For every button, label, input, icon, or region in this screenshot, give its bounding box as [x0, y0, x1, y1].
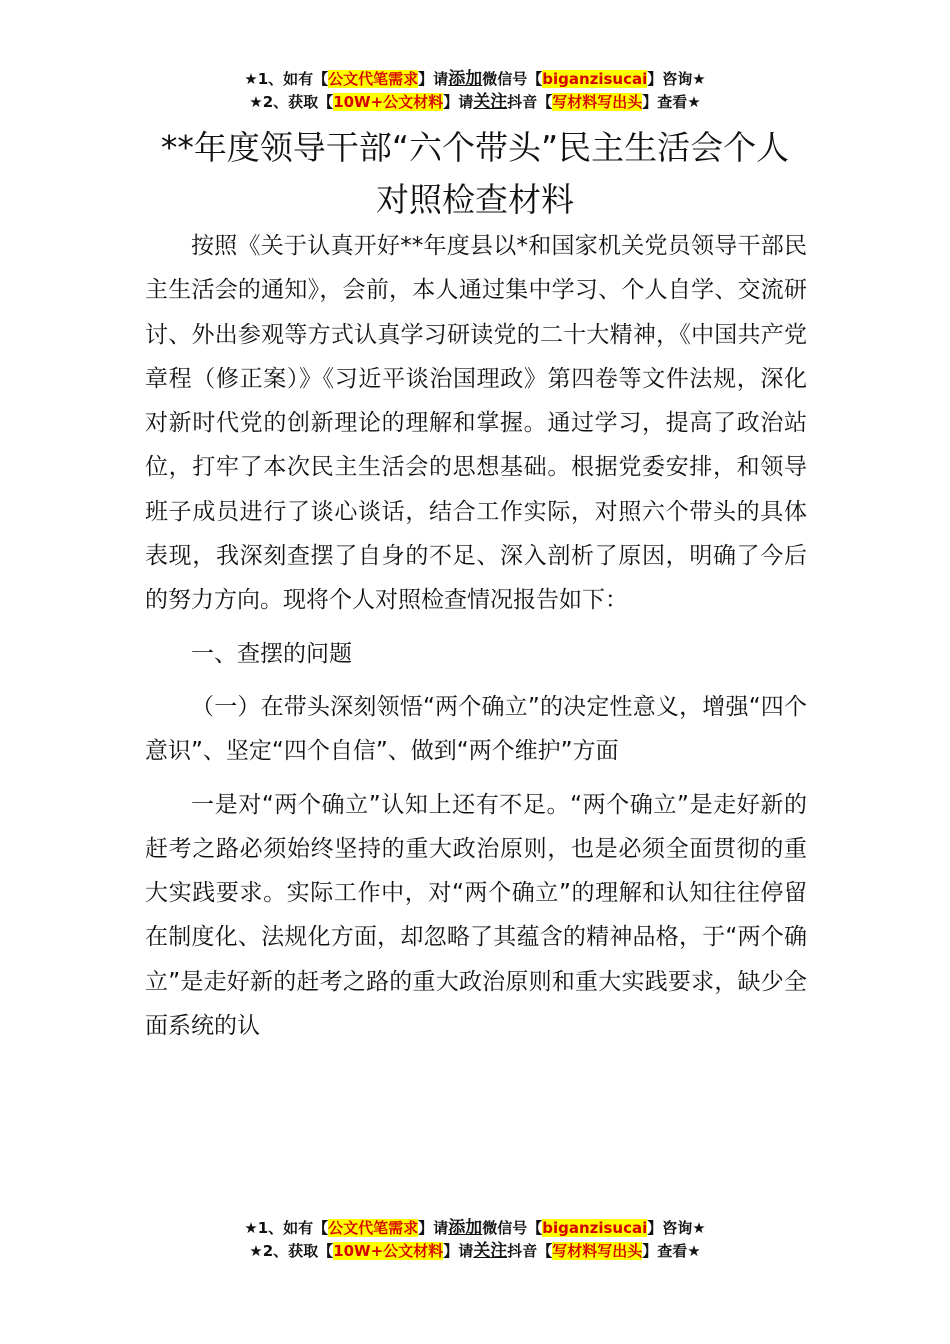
subsection-heading: （一）在带头深刻领悟“两个确立”的决定性意义，增强“四个意识”、坚定“四个自信”、做到“两个维护”方面	[145, 693, 807, 765]
section-heading: 一、查摆的问题	[191, 640, 352, 667]
footer-banner	[0, 1217, 950, 1263]
highlight-douyin: 写材料写出头	[552, 1242, 643, 1260]
highlight-wechat-id: biganzisucai	[542, 70, 648, 88]
banner-line-2: ★2、获取【10W+公文材料】请关注抖音【写材料写出头】查看★	[249, 92, 701, 112]
highlight-materials: 10W+公文材料	[333, 1242, 444, 1260]
document-body	[145, 224, 807, 1048]
banner-line-2: ★2、获取【10W+公文材料】请关注抖音【写材料写出头】查看★	[249, 1241, 701, 1261]
banner-line-1: ★1、如有【公文代笔需求】请添加微信号【biganzisucai】咨询★	[244, 1218, 706, 1238]
highlight-wechat-id: biganzisucai	[542, 1219, 648, 1237]
highlight-service: 公文代笔需求	[328, 70, 419, 88]
document-title: **年度领导干部“六个带头”民主生活会个人对照检查材料	[160, 128, 790, 219]
highlight-douyin: 写材料写出头	[552, 93, 643, 111]
highlight-service: 公文代笔需求	[328, 1219, 419, 1237]
highlight-materials: 10W+公文材料	[333, 93, 444, 111]
paragraph-point-one: 一是对“两个确立”认知上还有不足。“两个确立”是走好新的赶考之路必须始终坚持的重大政治原则，也是必须全面贯彻的重大实践要求。实际工作中，对“两个确立”的理解和认知往往停留在制度化、法规化方面，却忽略了其蕴含的精神品格，于“两个确立”是走好新的赶考之路的重大政治原则和重大实践要求，缺少全面系统的认	[145, 791, 807, 1040]
header-banner	[0, 68, 950, 114]
paragraph-intro: 按照《关于认真开好**年度县以*和国家机关党员领导干部民主生活会的通知》，会前，本人通过集中学习、个人自学、交流研讨、外出参观等方式认真学习研读党的二十大精神，《中国共产党章程（修正案）》《习近平谈治国理政》第四卷等文件法规，深化对新时代党的创新理论的理解和掌握。通过学习，提高了政治站位，打牢了本次民主生活会的思想基础。根据党委安排，和领导班子成员进行了谈心谈话，结合工作实际，对照六个带头的具体表现，我深刻查摆了自身的不足、深入剖析了原因，明确了今后的努力方向。现将个人对照检查情况报告如下：	[145, 233, 807, 614]
banner-line-1: ★1、如有【公文代笔需求】请添加微信号【biganzisucai】咨询★	[244, 69, 706, 89]
